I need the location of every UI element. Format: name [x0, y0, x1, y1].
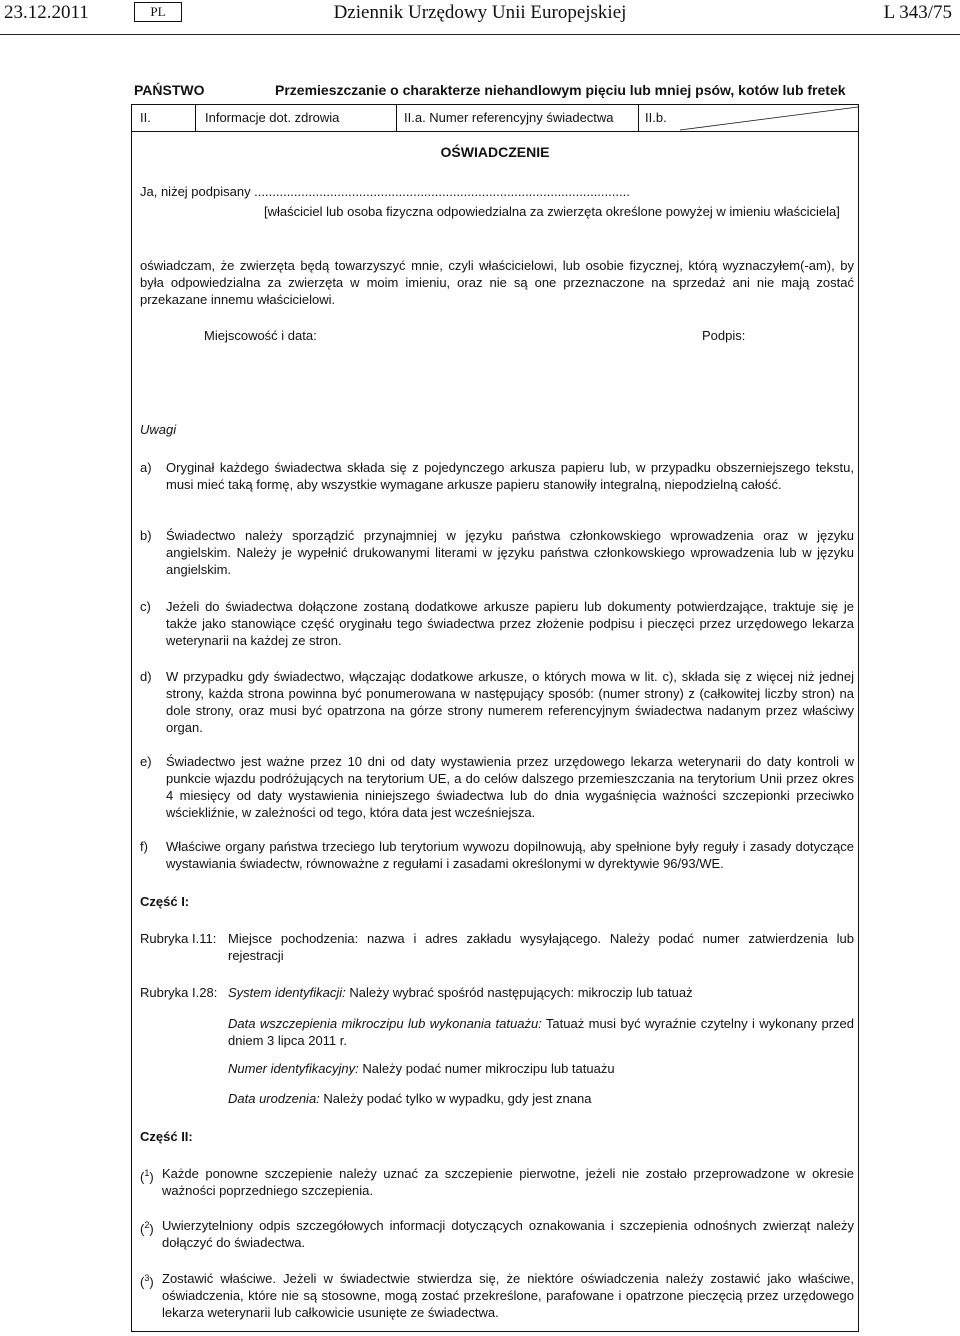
box-text [228, 984, 854, 1001]
note-text: Właściwe organy państwa trzeciego lub terytorium wywozu dopilnowują, aby spełnione były reguły i zasady dotyczące wystawiania świadectw, równoważne z regułami i zasadami określonymi w dyrektywie 96/93/WE. [166, 839, 854, 871]
note-letter: a) [140, 460, 152, 475]
note-letter: b) [140, 528, 152, 543]
notes-title: Uwagi [140, 422, 177, 437]
declaration-title: OŚWIADCZENIE [440, 144, 550, 160]
note-text: Oryginał każdego świadectwa składa się z pojedynczego arkusza papieru lub, w przypadku obszerniejszego tekstu, musi mieć taką formę, aby wszystkie wymagane arkusze papieru stanowiły integralną, niepodzielną całość. [166, 460, 854, 492]
footnote-mark: ($^1$) [140, 1168, 154, 1185]
page-number: L 343/75 [883, 2, 952, 23]
footnote-mark: ($^3$) [140, 1273, 154, 1290]
term: Data wszczepienia mikroczipu lub wykonania tatuażu: [228, 1016, 542, 1031]
term: Data urodzenia: [228, 1091, 320, 1106]
header-divider [0, 34, 960, 35]
declaration-text: oświadczam, że zwierzęta będą towarzyszyć mnie, czyli właścicielowi, lub osobie fizycznej, którą wyznaczyłem(-am), by była odpowiedzialna za zwierzęta w moim imieniu, oraz nie są one przeznaczone na sprzedaż ani nie mają zostać przekazane innemu właścicielowi. [140, 258, 854, 307]
box-label: Rubryka I.28: [140, 985, 218, 1000]
footnote-text: Zostawić właściwe. Jeżeli w świadectwie stwierdza się, że niektóre oświadczenia należy zostawić jako właściwe, oświadczenia, które nie są stosowne, mogą zostać przekreślone, parafowane i opatrzone pieczęcią przez urzędowego lekarza weterynarii lub całkowicie usunięte ze świadectwa. [162, 1271, 854, 1320]
note-letter: d) [140, 669, 152, 684]
diagonal-line [680, 105, 858, 131]
term: System identyfikacji: [228, 985, 346, 1000]
owner-note: [właściciel lub osoba fizyczna odpowiedzialna za zwierzęta określone powyżej w imieniu właściciela] [264, 204, 840, 219]
term-text: Tatuaż musi być wyraźnie czytelny i wykonany przed dniem 3 lipca 2011 r. [228, 1016, 854, 1048]
box-label: Rubryka I.11: [140, 931, 217, 946]
note-text: W przypadku gdy świadectwo, włączając dodatkowe arkusze, o których mowa w lit. c), składa się z więcej niż jednej strony, każda strona powinna być ponumerowana w następujący sposób: (numer strony) z (całkowitej liczby stron) na dole strony, oraz musi być opatrzona na górze strony numerem referencyjnym świadectwa nadanym przez właściwy organ. [166, 669, 854, 735]
footnote-mark: ($^2$) [140, 1220, 154, 1237]
note-letter: c) [140, 599, 151, 614]
signature-label: Podpis: [702, 328, 746, 343]
section-iib-cell: II.b. [645, 110, 667, 125]
note-text: Świadectwo jest ważne przez 10 dni od daty wystawienia przez urzędowego lekarza weterynarii do daty kontroli w punkcie wjazdu podróżujących na terytorium UE, a do celów dalszego przemieszczania na terytorium Unii przez okres 4 miesięcy od daty wystawienia niniejszego świadectwa lub do dnia wygaśnięcia ważności szczepionki przeciwko wściekliźnie, w zależności od tego, która data jest wcześniejsza. [166, 754, 854, 820]
note-text: Świadectwo należy sporządzić przynajmniej w języku państwa członkowskiego wprowadzenia oraz w języku angielskim. Należy je wypełnić drukowanymi literami w języku państwa członkowskiego wprowadzenia lub w języku angielskim. [166, 528, 854, 577]
id-number-guidance [228, 1060, 854, 1077]
certificate-title: Przemieszczanie o charakterze niehandlowym pięciu lub mniej psów, kotów lub fretek [275, 82, 846, 98]
part-number-cell: II. [132, 105, 196, 131]
note-letter: e) [140, 754, 152, 769]
box-text: Miejsce pochodzenia: nazwa i adres zakładu wysyłającego. Należy podać numer zatwierdzenia lub rejestracji [228, 931, 854, 963]
implant-date-guidance [228, 1015, 854, 1049]
header-row-divider [132, 131, 858, 132]
journal-title: Dziennik Urzędowy Unii Europejskiej [333, 2, 627, 23]
term-text: Należy podać numer mikroczipu lub tatuażu [358, 1061, 615, 1076]
birth-date-guidance [228, 1090, 854, 1107]
note-letter: f) [140, 839, 148, 854]
publication-date: 23.12.2011 [4, 2, 89, 23]
footnote-text: Każde ponowne szczepienie należy uznać za szczepienie pierwotne, jeżeli nie zostało przeprowadzone w okresie ważności poprzedniego szczepienia. [162, 1166, 854, 1198]
language-badge: PL [134, 2, 182, 22]
country-label: PAŃSTWO [134, 82, 205, 98]
reference-number-cell: II.a. Numer referencyjny świadectwa [397, 105, 639, 131]
term: Numer identyfikacyjny: [228, 1061, 359, 1076]
footnote-text: Uwierzytelniony odpis szczegółowych informacji dotyczących oznakowania i szczepienia odnośnych zwierząt należy dołączyć do świadectwa. [162, 1218, 854, 1250]
declarant-name-field: Ja, niżej podpisany ........................................................................................................ [140, 184, 630, 199]
note-text: Jeżeli do świadectwa dołączone zostaną dodatkowe arkusze papieru lub dokumenty potwierdzające, traktuje się je także jako stanowiące część oryginału tego świadectwa przez złożenie podpisu i pieczęci przez urzędowego lekarza weterynarii na każdej ze stron. [166, 599, 854, 648]
health-info-cell: Informacje dot. zdrowia [196, 105, 397, 131]
part-two-title: Część II: [140, 1129, 193, 1144]
part-one-title: Część I: [140, 894, 190, 909]
place-date-label: Miejscowość i data: [204, 328, 317, 343]
term-text: Należy wybrać spośród następujących: mikroczip lub tatuaż [345, 985, 693, 1000]
term-text: Należy podać tylko w wypadku, gdy jest znana [319, 1091, 592, 1106]
